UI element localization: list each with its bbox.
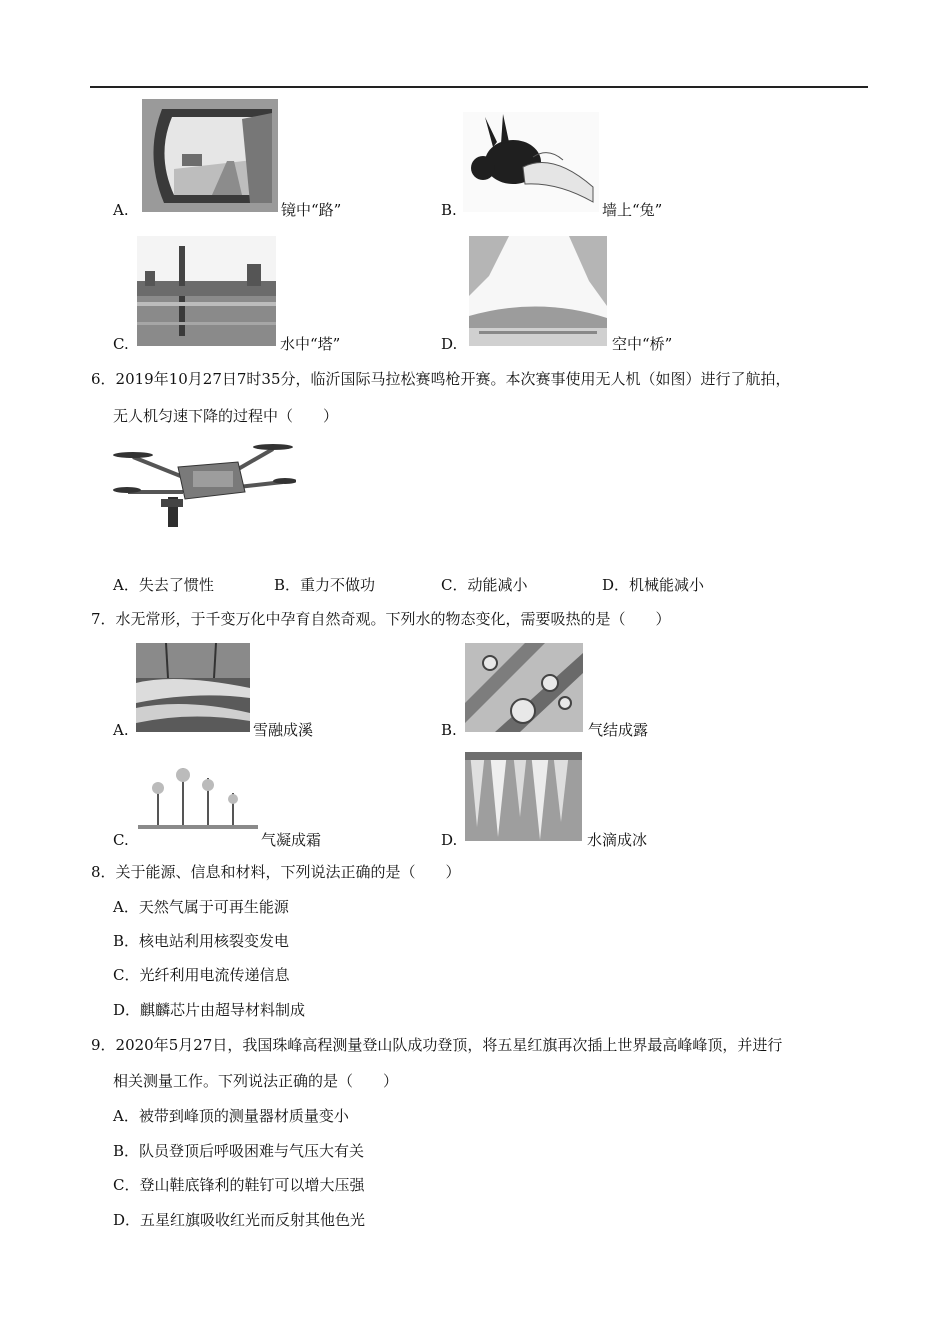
q6-option-d: D．机械能减小 [602, 576, 705, 594]
q6-stem-line1: 6．2019年10月27日7时35分，临沂国际马拉松赛鸣枪开赛。本次赛事使用无人机（如图）进行了航拍， [91, 370, 791, 388]
q7-stem: 7．水无常形，于千变万化中孕育自然奇观。下列水的物态变化，需要吸热的是（ ） [91, 610, 671, 628]
header-rule [90, 86, 868, 88]
q8-option-b: B．核电站利用核裂变发电 [113, 932, 290, 950]
q7-option-d-letter: D. [441, 831, 458, 849]
q9-stem-line2: 相关测量工作。下列说法正确的是（ ） [113, 1072, 399, 1090]
q8-option-a: A．天然气属于可再生能源 [113, 898, 289, 916]
option-b-caption: 墙上“兔” [602, 201, 663, 219]
option-a-image-car-mirror [142, 99, 278, 212]
option-d-image-mirage-bridge [469, 236, 607, 346]
q7-option-b-image-dew [465, 643, 583, 732]
q7-option-c-letter: C. [113, 831, 129, 849]
option-c-caption: 水中“塔” [280, 335, 341, 353]
q9-option-a: A．被带到峰顶的测量器材质量变小 [113, 1107, 349, 1125]
option-c-image-tower-reflection [137, 236, 276, 346]
option-a-letter: A. [113, 201, 129, 219]
q6-option-b: B．重力不做功 [274, 576, 376, 594]
q7-option-d-caption: 水滴成冰 [587, 831, 648, 849]
option-b-image-rabbit-shadow [463, 112, 599, 212]
q9-option-d: D．五星红旗吸收红光而反射其他色光 [113, 1211, 366, 1229]
q9-option-b: B．队员登顶后呼吸困难与气压大有关 [113, 1142, 365, 1160]
q7-option-b-letter: B. [441, 721, 457, 739]
q7-option-a-caption: 雪融成溪 [253, 721, 314, 739]
q7-option-a-letter: A. [113, 721, 129, 739]
q7-option-d-image-icicles [465, 752, 582, 841]
drone-image [113, 437, 296, 534]
q6-option-a: A．失去了惯性 [113, 576, 214, 594]
q9-option-c: C．登山鞋底锋利的鞋钉可以增大压强 [113, 1176, 365, 1194]
q8-option-d: D．麒麟芯片由超导材料制成 [113, 1001, 306, 1019]
q6-option-c: C．动能减小 [441, 576, 528, 594]
option-d-caption: 空中“桥” [612, 335, 673, 353]
option-b-letter: B. [441, 201, 457, 219]
q7-option-b-caption: 气结成露 [588, 721, 649, 739]
q8-stem: 8．关于能源、信息和材料，下列说法正确的是（ ） [91, 863, 461, 881]
q7-option-c-image-frost [138, 763, 258, 833]
q8-option-c: C．光纤利用电流传递信息 [113, 966, 290, 984]
option-d-letter: D. [441, 335, 458, 353]
q7-option-a-image-melting-snow [136, 643, 250, 732]
q9-stem-line1: 9．2020年5月27日，我国珠峰高程测量登山队成功登顶，将五星红旗再次插上世界最高峰峰顶，并进行 [91, 1036, 783, 1054]
option-c-letter: C. [113, 335, 129, 353]
option-a-caption: 镜中“路” [281, 201, 342, 219]
q6-stem-line2: 无人机匀速下降的过程中（ ） [113, 407, 339, 425]
q7-option-c-caption: 气凝成霜 [261, 831, 322, 849]
